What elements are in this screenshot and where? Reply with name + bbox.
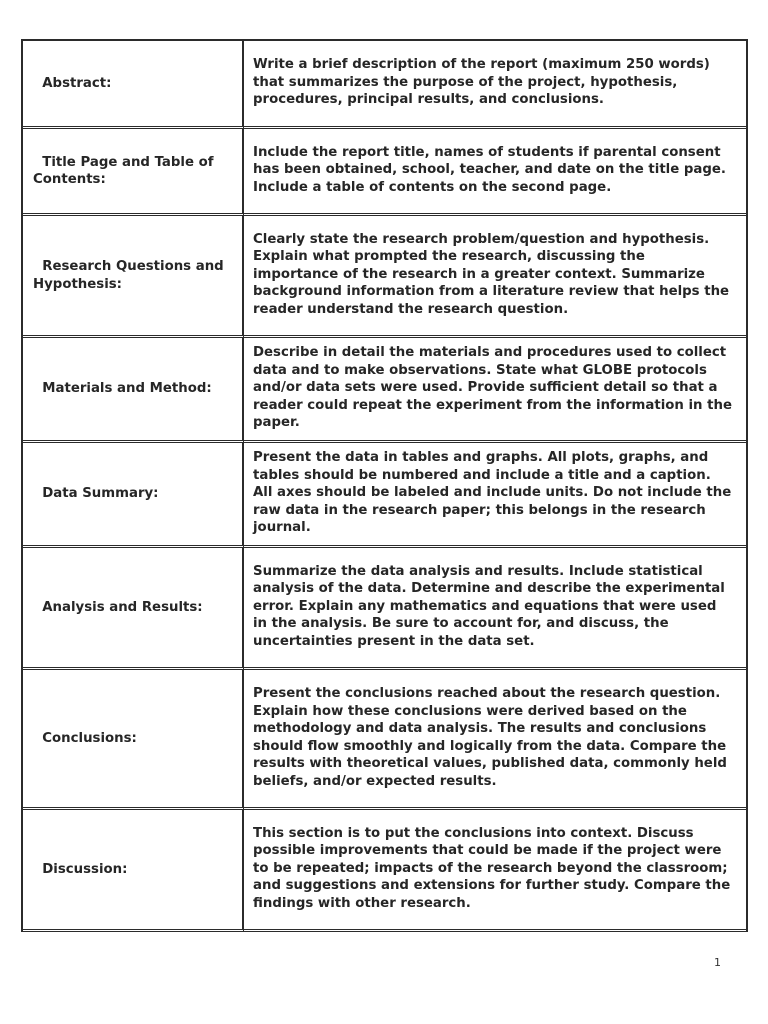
section-description: Summarize the data analysis and results. Include statistical analysis of the data. Determine and describe the experimental error. Explain any mathematics and equations that were used in the analysis. Be sure to account for, and discuss, the uncertainties present in the data set.	[244, 548, 746, 670]
section-label: Analysis and Results:	[23, 548, 244, 670]
section-description: Present the data in tables and graphs. All plots, graphs, and tables should be numbered and include a title and a caption. All axes should be labeled and include units. Do not include the raw data in the research paper; this belongs in the research journal.	[244, 443, 746, 548]
report-guidelines-table	[21, 39, 748, 932]
section-label: Materials and Method:	[23, 338, 244, 443]
table-row-materials-method	[23, 338, 746, 443]
section-label: Abstract:	[23, 41, 244, 129]
page-number: 1	[714, 956, 721, 969]
section-description: Clearly state the research problem/question and hypothesis. Explain what prompted the research, discussing the importance of the research in a greater context. Summarize background information from a literature review that helps the reader understand the research question.	[244, 216, 746, 338]
section-description: This section is to put the conclusions into context. Discuss possible improvements that could be made if the project were to be repeated; impacts of the research beyond the classroom; and suggestions and extensions for further study. Compare the findings with other research.	[244, 810, 746, 932]
section-label: Conclusions:	[23, 670, 244, 810]
section-description: Describe in detail the materials and procedures used to collect data and to make observations. State what GLOBE protocols and/or data sets were used. Provide sufficient detail so that a reader could repeat the experiment from the information in the paper.	[244, 338, 746, 443]
section-label: Research Questions and Hypothesis:	[23, 216, 244, 338]
section-description: Present the conclusions reached about the research question. Explain how these conclusions were derived based on the methodology and data analysis. The results and conclusions should flow smoothly and logically from the data. Compare the results with theoretical values, published data, commonly held beliefs, and/or expected results.	[244, 670, 746, 810]
section-description: Include the report title, names of students if parental consent has been obtained, school, teacher, and date on the title page. Include a table of contents on the second page.	[244, 129, 746, 216]
table-row-conclusions	[23, 670, 746, 810]
section-label: Data Summary:	[23, 443, 244, 548]
section-label: Discussion:	[23, 810, 244, 932]
table-row-title-page	[23, 129, 746, 216]
section-label: Title Page and Table of Contents:	[23, 129, 244, 216]
table-row-discussion	[23, 810, 746, 932]
section-description: Write a brief description of the report (maximum 250 words) that summarizes the purpose of the project, hypothesis, procedures, principal results, and conclusions.	[244, 41, 746, 129]
table-row-abstract	[23, 41, 746, 129]
table-row-analysis-results	[23, 548, 746, 670]
table-row-research-questions	[23, 216, 746, 338]
table-row-data-summary	[23, 443, 746, 548]
